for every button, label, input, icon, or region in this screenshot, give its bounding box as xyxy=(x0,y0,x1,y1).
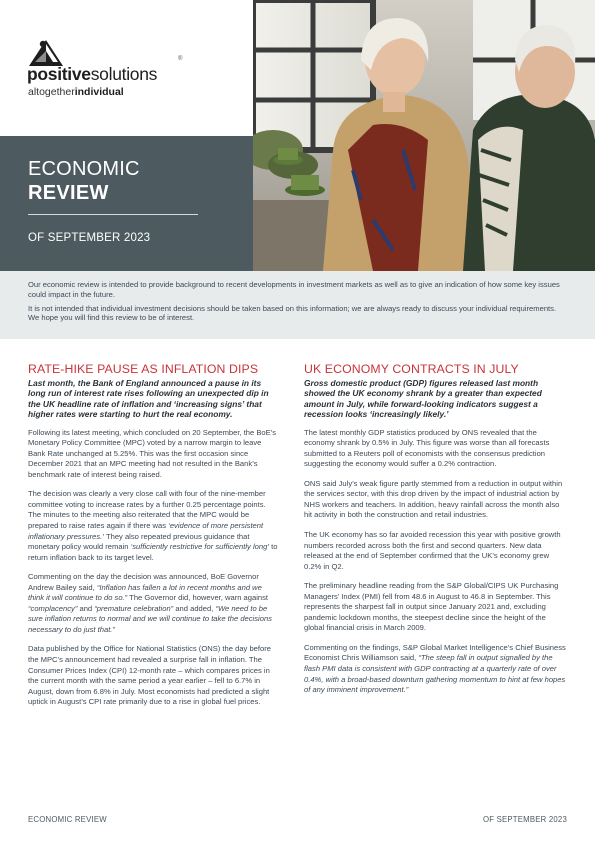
quote-run: ‘sufficiently restrictive for sufficiently long’ xyxy=(130,542,269,552)
quote-run: “The steep fall in output signalled by the flash PMI data is consistent with GDP contracting at a quarterly rate of over 0.4%, with a broad-based downturn gathering momentum to hint at few hopes of any imminent improvement.” xyxy=(304,653,566,695)
title-date: OF SEPTEMBER 2023 xyxy=(28,232,151,244)
article-heading-uk-economy: UK ECONOMY CONTRACTS IN JULY xyxy=(304,362,519,376)
intro-paragraph-2: It is not intended that individual investment decisions should be taken based on this information; we are always ready to discuss your individual requirements. We hope you will find this review to be of interest. xyxy=(28,303,557,323)
quote-run: ‘increasingly likely.’ xyxy=(369,409,449,420)
article-paragraph: The preliminary headline reading from the S&P Global/CIPS UK Purchasing Managers’ Index (PMI) fell from 48.6 in August to 46.8 in September. This represents the sharpest fall in output since January 2021 and, excluding pandemic lockdown months, the steepest decline since the height of the global financial crisis in March 2009. xyxy=(304,581,559,633)
article-heading-rate-hike: RATE-HIKE PAUSE AS INFLATION DIPS xyxy=(28,362,259,376)
text-run: and xyxy=(77,603,95,613)
brand-tagline xyxy=(28,86,124,98)
title-economic: ECONOMIC xyxy=(28,158,140,180)
registered-mark: ® xyxy=(178,56,183,62)
title-panel xyxy=(0,136,253,271)
article-lead-uk-economy xyxy=(304,378,566,420)
photo-two-people-drinking-tea-icon xyxy=(253,0,595,271)
quote-run: “complacency” xyxy=(28,603,78,613)
article-paragraph xyxy=(28,572,278,635)
text-run: The decision was clearly a very close call with four of the nine-member committee voting to increase rates by a further 0.25 percentage points. The minutes to the meeting also reiterated that the MPC would be prepared to raise rates again if there was xyxy=(28,489,266,530)
title-review: REVIEW xyxy=(28,182,109,204)
quote-run: “We need to be sure inflation returns to normal and we will continue to take the decisions necessary to do just that.” xyxy=(28,603,272,634)
text-run: to return inflation back to its target level. xyxy=(28,542,278,562)
article-paragraph: Data published by the Office for National Statistics (ONS) the day before the MPC’s announcement had revealed a surprise fall in inflation. The Consumer Prices Index (CPI) 12-month rate – which compares prices in the current month with the same period a year earlier – fell to 6.7% in August, down from 6.8% in July. Most economists had predicted a slight uptick in August’s CPI rate primarily due to a rise in global fuel prices. xyxy=(28,644,271,707)
article-paragraph xyxy=(304,643,566,696)
brand-name-regular: solutions xyxy=(90,64,158,84)
text-run: Gross domestic product (GDP) figures released last month showed the UK economy shrank by a greater than expected amount in July, while forward-looking indicators suggest a recession looks xyxy=(304,378,542,420)
quote-run: ‘evidence of more persistent inflationary pressures.’ xyxy=(28,521,264,541)
article-uk-economy xyxy=(304,362,566,705)
tagline-bold: individual xyxy=(74,86,124,98)
article-rate-hike xyxy=(28,362,278,717)
article-paragraph xyxy=(28,489,278,563)
article-paragraph: ONS said July’s weak figure partly stemmed from a reduction in output within the services sector, with this drop driven by the impact of industrial action by NHS workers and teachers. In addition, heavy rainfall across the month also hit activity in both the construction and retail industries. xyxy=(304,478,563,520)
text-run: They also repeated previous guidance that monetary policy would remain xyxy=(28,531,250,552)
footer-title: ECONOMIC REVIEW xyxy=(28,815,107,824)
brand-name xyxy=(27,64,157,85)
text-run: The Governor did, however, warn against xyxy=(127,593,269,603)
brand-name-bold: positive xyxy=(27,64,91,84)
article-paragraph: Following its latest meeting, which concluded on 20 September, the BoE’s Monetary Policy Committee (MPC) voted by a narrow margin to leave Bank Rate unchanged at 5.25%. This was the first occasion since December 2021 that an MPC meeting had not resulted in the Bank’s benchmark rate of interest being raised. xyxy=(28,427,277,479)
intro-paragraph-1: Our economic review is intended to provide background to recent developments in investment markets as well as to give an indication of how some key issues could impact in the future. xyxy=(28,280,560,299)
text-run: Commenting on the day the decision was announced, BoE Governor Andrew Bailey said, xyxy=(28,572,259,592)
text-run: Commenting on the findings, S&P Global Market Intelligence’s Chief Business Economist Chris Williamson said, xyxy=(304,642,566,663)
header-photo xyxy=(253,0,595,271)
quote-run: “premature celebration” xyxy=(94,603,174,613)
footer-date: OF SEPTEMBER 2023 xyxy=(483,815,567,824)
logo-area xyxy=(0,0,253,136)
article-lead-rate-hike: Last month, the Bank of England announced a pause in its long run of interest rate rises following an unexpected dip in the UK headline rate of inflation and ‘increasing signs’ that higher rates were starting to hurt the real economy. xyxy=(28,378,269,420)
brand-logo-icon xyxy=(29,40,63,66)
text-run: and added, xyxy=(173,603,216,613)
title-divider xyxy=(28,214,198,215)
article-paragraph: The latest monthly GDP statistics produced by ONS revealed that the economy shrank by 0.5% in July. This figure was worse than all forecasts submitted to a Reuters poll of economists with the consensus prediction suggesting the economy would suffer a 0.2% contraction. xyxy=(304,427,550,469)
article-paragraph: The UK economy has so far avoided recession this year with positive growth numbers recorded across both the first and second quarters. New data released at the end of September confirmed that the UK’s economy grew 0.2% in Q2. xyxy=(304,530,561,571)
quote-run: “Inflation has fallen a lot in recent months and we think it will continue to do so.” xyxy=(28,582,262,603)
intro-panel xyxy=(0,271,595,339)
tagline-light: altogether xyxy=(28,86,75,98)
